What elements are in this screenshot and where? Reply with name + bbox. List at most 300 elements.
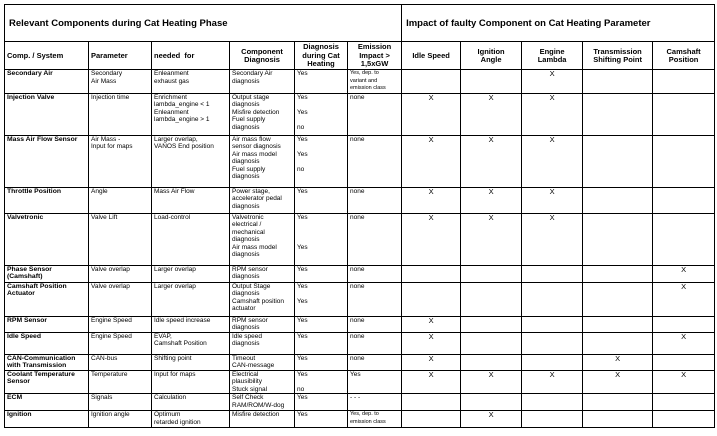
cell-emission: [348, 93, 402, 135]
cell-needed: [152, 370, 230, 394]
cell-emission: [348, 411, 402, 428]
impact-cell-ignition-angle: [461, 394, 522, 411]
impact-cell-engine-lambda: [522, 135, 583, 187]
cell-line: Idle speed increase: [154, 316, 211, 324]
cell-diag: [230, 93, 295, 135]
cell-line: Yes: [297, 332, 308, 340]
x-mark: X: [681, 282, 687, 291]
cell-line: sensor diagnosis: [232, 143, 281, 150]
impact-cell-transmission-shifting-point: [583, 411, 653, 428]
impact-cell-ignition-angle: [461, 332, 522, 354]
cell-line: Electrical: [232, 370, 259, 378]
header-emission-impact: [348, 42, 402, 70]
cell-line: [297, 378, 345, 386]
impact-cell-idle-speed: [402, 187, 461, 213]
impact-cell-engine-lambda: [522, 411, 583, 428]
cell-line: Component: [241, 46, 283, 56]
cell-line: diagnosis: [232, 101, 260, 108]
impact-cell-engine-lambda: [522, 213, 583, 265]
cell-needed: [152, 187, 230, 213]
x-mark: X: [681, 332, 687, 341]
cell-component: [5, 213, 89, 265]
cell-line: Ignition: [477, 46, 505, 56]
cell-line: diagnosis: [232, 273, 260, 280]
cell-diag: [230, 265, 295, 282]
cell-line: CAN-message: [232, 362, 275, 369]
cell-line: Timeout: [232, 354, 256, 362]
cell-line: Fuel supply: [232, 116, 266, 123]
cell-during: [295, 187, 348, 213]
cell-line: 1,5xGW: [360, 59, 389, 69]
header-parameter: [89, 42, 152, 70]
x-mark: X: [428, 370, 434, 379]
table-row: [5, 370, 715, 394]
cell-line: Output Stage: [232, 282, 271, 290]
cell-needed: [152, 354, 230, 370]
cell-diag: [230, 282, 295, 316]
impact-cell-engine-lambda: [522, 332, 583, 354]
cell-diag: [230, 354, 295, 370]
cell-line: none: [350, 187, 365, 195]
impact-cell-transmission-shifting-point: [583, 354, 653, 370]
x-mark: X: [488, 213, 494, 222]
cell-emission: [348, 70, 402, 94]
cell-line: Yes: [297, 243, 308, 251]
cell-line: Air mass flow: [232, 135, 271, 143]
cell-line: diagnosis: [232, 251, 260, 258]
x-mark: X: [681, 265, 687, 274]
cell-line: electrical /: [232, 221, 262, 228]
impact-cell-idle-speed: [402, 332, 461, 354]
cell-component: [5, 70, 89, 94]
cell-line: Yes: [297, 394, 308, 401]
cell-line: Yes: [297, 93, 308, 101]
impact-cell-engine-lambda: [522, 316, 583, 332]
cell-line: actuator: [232, 305, 256, 312]
cell-line: diagnosis: [232, 202, 260, 210]
x-mark: X: [428, 332, 434, 341]
cell-emission: [348, 394, 402, 411]
impact-cell-idle-speed: [402, 70, 461, 94]
cell-line: Yes: [297, 187, 308, 195]
cell-line: Secondary: [91, 70, 123, 77]
impact-cell-transmission-shifting-point: [583, 282, 653, 316]
cell-line: accelerator pedal: [232, 195, 282, 202]
cell-line: Yes: [297, 265, 308, 273]
cell-line: Yes: [297, 150, 308, 158]
table-row: [5, 282, 715, 316]
impact-cell-transmission-shifting-point: [583, 332, 653, 354]
cell-needed: [152, 135, 230, 187]
cell-line: [297, 221, 345, 229]
cell-line: [297, 101, 345, 109]
cell-line: VANOS End position: [154, 143, 214, 150]
cell-line: [297, 158, 345, 166]
cell-line: Mass Air Flow Sensor: [7, 135, 78, 143]
cell-emission: [348, 187, 402, 213]
cell-line: Mass Air Flow: [154, 187, 195, 195]
table-row: [5, 135, 715, 187]
cell-line: emission class: [350, 418, 386, 425]
x-mark: X: [549, 370, 555, 379]
cell-during: [295, 354, 348, 370]
cell-line: Shifting point: [154, 354, 192, 362]
cell-emission: [348, 213, 402, 265]
cell-parameter: [89, 411, 152, 428]
cell-line: Transmission: [593, 46, 642, 56]
cell-line: RPM Sensor: [7, 316, 48, 324]
cell-line: Larger overlap: [154, 265, 196, 273]
impact-cell-camshaft-position: [653, 394, 715, 411]
cell-diag: [230, 394, 295, 411]
cell-line: Position: [668, 55, 699, 64]
cell-needed: [152, 282, 230, 316]
impact-cell-ignition-angle: [461, 265, 522, 282]
cell-line: none: [350, 282, 365, 290]
cell-diag: [230, 187, 295, 213]
cell-during: [295, 282, 348, 316]
cell-during: [295, 316, 348, 332]
cell-during: [295, 332, 348, 354]
cell-line: Yes: [297, 213, 308, 221]
header-ignition-angle: [461, 42, 522, 70]
cell-line: Engine Speed: [91, 332, 132, 340]
cell-emission: [348, 282, 402, 316]
cell-line: Yes: [297, 70, 308, 77]
cell-component: [5, 316, 89, 332]
cell-needed: [152, 213, 230, 265]
cell-diag: [230, 135, 295, 187]
cell-line: Input for maps: [154, 370, 196, 378]
impact-cell-engine-lambda: [522, 370, 583, 394]
cell-line: Yes: [297, 370, 308, 378]
x-mark: X: [488, 370, 494, 379]
cell-line: Stuck signal: [232, 385, 268, 393]
cell-line: Yes: [297, 135, 308, 143]
cell-line: none: [350, 354, 365, 362]
cell-parameter: [89, 354, 152, 370]
impact-cell-transmission-shifting-point: [583, 370, 653, 394]
cell-line: - - -: [350, 394, 361, 401]
cell-line: Diagnosis: [303, 42, 339, 52]
cell-diag: [230, 411, 295, 428]
cell-needed: [152, 332, 230, 354]
cell-line: Yes, dep. to: [350, 411, 379, 417]
cell-emission: [348, 265, 402, 282]
cell-parameter: [89, 370, 152, 394]
cell-component: [5, 411, 89, 428]
cell-line: RAM/ROM/W-dog: [232, 401, 285, 409]
cell-line: Diagnosis: [244, 55, 280, 64]
cell-during: [295, 394, 348, 411]
cell-line: Secondary Air: [232, 70, 273, 77]
impact-cell-camshaft-position: [653, 93, 715, 135]
cell-component: [5, 187, 89, 213]
cell-line: Yes: [297, 297, 308, 305]
cell-parameter: [89, 282, 152, 316]
cell-line: Optimum: [154, 411, 181, 418]
cat-heating-table: [4, 4, 715, 428]
cell-line: Camshaft: [666, 46, 701, 56]
cell-during: [295, 370, 348, 394]
cell-component: [5, 332, 89, 354]
cell-line: Yes: [297, 354, 308, 362]
impact-cell-transmission-shifting-point: [583, 70, 653, 94]
impact-cell-ignition-angle: [461, 354, 522, 370]
cell-during: [295, 265, 348, 282]
impact-cell-transmission-shifting-point: [583, 187, 653, 213]
cell-diag: [230, 316, 295, 332]
header-transmission-shifting-point: [583, 42, 653, 70]
cell-parameter: [89, 70, 152, 94]
cell-emission: [348, 316, 402, 332]
cell-line: Impact >: [359, 50, 390, 60]
cell-line: Load-control: [154, 213, 191, 221]
cell-needed: [152, 70, 230, 94]
cell-needed: [152, 93, 230, 135]
cell-needed: [152, 316, 230, 332]
cell-line: Output stage: [232, 93, 270, 101]
x-mark: X: [549, 187, 555, 196]
cell-line: emission class: [350, 85, 386, 91]
impact-cell-idle-speed: [402, 354, 461, 370]
x-mark: X: [488, 410, 494, 419]
cell-line: Valvetronic: [232, 213, 264, 221]
cell-line: Larger overlap,: [154, 135, 198, 143]
impact-cell-camshaft-position: [653, 213, 715, 265]
impact-cell-engine-lambda: [522, 282, 583, 316]
section-header-row: [5, 5, 715, 42]
cell-line: during Cat: [302, 50, 340, 60]
impact-cell-camshaft-position: [653, 316, 715, 332]
cell-line: Angle: [480, 55, 502, 64]
cell-line: Air Mass: [91, 77, 117, 85]
impact-cell-idle-speed: [402, 213, 461, 265]
cell-line: Injection time: [91, 93, 130, 101]
cell-line: [297, 236, 345, 244]
cell-line: Yes: [350, 370, 361, 378]
cell-line: Self Check: [232, 394, 264, 401]
cell-component: [5, 394, 89, 411]
cell-line: exhaust gas: [154, 77, 190, 85]
cell-line: diagnosis: [232, 77, 260, 85]
cell-during: [295, 135, 348, 187]
table-row: [5, 332, 715, 354]
impact-cell-engine-lambda: [522, 265, 583, 282]
cell-parameter: [89, 135, 152, 187]
cell-line: RPM sensor: [232, 265, 268, 273]
cell-line: Yes, dep. to: [350, 70, 379, 76]
cell-line: diagnosis: [232, 340, 260, 347]
cell-line: Larger overlap: [154, 282, 196, 290]
table-row: [5, 187, 715, 213]
cell-needed: [152, 411, 230, 428]
x-mark: X: [488, 93, 494, 102]
x-mark: X: [428, 187, 434, 196]
x-mark: X: [549, 135, 555, 144]
x-mark: X: [615, 354, 621, 363]
impact-cell-transmission-shifting-point: [583, 316, 653, 332]
cell-line: CAN-Communication: [7, 354, 76, 362]
cell-during: [295, 411, 348, 428]
cell-during: [295, 93, 348, 135]
impact-cell-engine-lambda: [522, 394, 583, 411]
cell-line: variant and: [350, 77, 378, 84]
x-mark: X: [428, 213, 434, 222]
cell-line: Enleanment: [154, 108, 189, 116]
cell-emission: [348, 135, 402, 187]
impact-cell-transmission-shifting-point: [583, 213, 653, 265]
cell-line: Sensor: [7, 378, 31, 385]
cell-line: Angle: [91, 187, 108, 195]
cell-emission: [348, 370, 402, 394]
impact-cell-engine-lambda: [522, 187, 583, 213]
cell-needed: [152, 394, 230, 411]
cell-line: Shifting Point: [593, 55, 642, 64]
cell-line: Idle Speed: [412, 50, 450, 60]
cell-line: plausibility: [232, 378, 262, 385]
cell-line: Misfire detection: [232, 108, 280, 116]
cell-line: no: [297, 123, 305, 131]
impact-cell-idle-speed: [402, 265, 461, 282]
impact-cell-ignition-angle: [461, 370, 522, 394]
cell-line: Emission: [357, 42, 392, 52]
x-mark: X: [549, 213, 555, 222]
cell-line: no: [297, 165, 305, 173]
impact-cell-camshaft-position: [653, 70, 715, 94]
cell-line: Injection Valve: [7, 93, 55, 101]
cell-line: Air Mass -: [91, 135, 121, 143]
impact-cell-ignition-angle: [461, 93, 522, 135]
cell-line: no: [297, 385, 305, 393]
cell-line: EVAP,: [154, 332, 172, 340]
impact-cell-ignition-angle: [461, 70, 522, 94]
cell-line: [297, 229, 345, 237]
impact-cell-idle-speed: [402, 394, 461, 411]
cell-line: Idle speed: [232, 332, 262, 340]
impact-cell-engine-lambda: [522, 93, 583, 135]
cell-line: Parameter: [91, 50, 128, 60]
header-diagnosis-during-cat-heating: [295, 42, 348, 70]
x-mark: X: [549, 69, 555, 78]
impact-cell-ignition-angle: [461, 316, 522, 332]
impact-cell-transmission-shifting-point: [583, 135, 653, 187]
impact-cell-camshaft-position: [653, 135, 715, 187]
impact-cell-camshaft-position: [653, 187, 715, 213]
cell-line: Lambda: [537, 55, 567, 64]
impact-cell-camshaft-position: [653, 354, 715, 370]
cell-line: diagnosis: [232, 290, 260, 297]
cell-parameter: [89, 332, 152, 354]
x-mark: X: [428, 135, 434, 144]
cell-line: Temperature: [91, 370, 128, 378]
cell-line: mechanical: [232, 228, 265, 236]
cell-diag: [230, 70, 295, 94]
cell-diag: [230, 213, 295, 265]
impact-cell-idle-speed: [402, 411, 461, 428]
cell-line: Misfire detection: [232, 411, 280, 418]
cell-line: Engine: [539, 46, 565, 56]
impact-cell-transmission-shifting-point: [583, 265, 653, 282]
cell-line: diagnosis: [232, 324, 260, 331]
cell-line: [297, 116, 345, 124]
impact-cell-camshaft-position: [653, 282, 715, 316]
cell-parameter: [89, 187, 152, 213]
cell-component: [5, 265, 89, 282]
cell-line: diagnosis: [232, 158, 260, 165]
cell-parameter: [89, 93, 152, 135]
impact-cell-ignition-angle: [461, 411, 522, 428]
cell-line: Valve overlap: [91, 265, 130, 273]
cell-line: Actuator: [7, 290, 35, 297]
cell-line: Ignition: [7, 411, 32, 418]
cell-emission: [348, 354, 402, 370]
cell-parameter: [89, 394, 152, 411]
cell-line: none: [350, 332, 365, 340]
cell-line: CAN-bus: [91, 354, 118, 362]
impact-cell-idle-speed: [402, 370, 461, 394]
impact-cell-idle-speed: [402, 93, 461, 135]
cell-line: Camshaft Position: [154, 340, 207, 347]
cell-line: Yes: [297, 108, 308, 116]
cell-line: Air mass model: [232, 243, 277, 251]
table-row: [5, 93, 715, 135]
table-row: [5, 265, 715, 282]
cell-line: Enleanment: [154, 70, 189, 77]
section-title-impact: Impact of faulty Component on Cat Heating Parameter: [402, 5, 715, 42]
impact-cell-ignition-angle: [461, 187, 522, 213]
x-mark: X: [549, 93, 555, 102]
impact-cell-camshaft-position: [653, 265, 715, 282]
cell-parameter: [89, 265, 152, 282]
cell-line: Secondary Air: [7, 70, 53, 77]
cell-line: Yes: [297, 282, 308, 290]
cell-line: Ignition angle: [91, 411, 130, 418]
cell-needed: [152, 265, 230, 282]
cell-line: Valve Lift: [91, 213, 118, 221]
impact-cell-idle-speed: [402, 316, 461, 332]
impact-cell-camshaft-position: [653, 411, 715, 428]
cell-line: Heating: [307, 59, 335, 69]
x-mark: X: [615, 370, 621, 379]
cell-line: lambda_engine < 1: [154, 101, 210, 108]
impact-cell-engine-lambda: [522, 70, 583, 94]
cell-line: [297, 290, 345, 298]
cell-line: diagnosis: [232, 173, 260, 180]
x-mark: X: [428, 93, 434, 102]
cell-line: Throttle Position: [7, 187, 61, 195]
x-mark: X: [428, 316, 434, 325]
header-idle-speed: [402, 42, 461, 70]
impact-cell-camshaft-position: [653, 332, 715, 354]
cell-line: retarded ignition: [154, 418, 201, 426]
cell-emission: [348, 332, 402, 354]
cell-diag: [230, 370, 295, 394]
cell-line: (Camshaft): [7, 273, 43, 280]
x-mark: X: [488, 187, 494, 196]
cell-line: none: [350, 213, 365, 221]
cell-line: Signals: [91, 394, 113, 401]
column-header-row: [5, 42, 715, 70]
header-comp-system: [5, 42, 89, 70]
cell-line: Yes: [297, 411, 308, 418]
cell-line: Phase Sensor: [7, 265, 52, 273]
cat-heating-table-wrapper: [4, 4, 714, 432]
cell-line: lambda_engine > 1: [154, 116, 210, 123]
impact-cell-transmission-shifting-point: [583, 93, 653, 135]
cell-line: ECM: [7, 394, 23, 401]
cell-line: Fuel supply: [232, 165, 266, 173]
